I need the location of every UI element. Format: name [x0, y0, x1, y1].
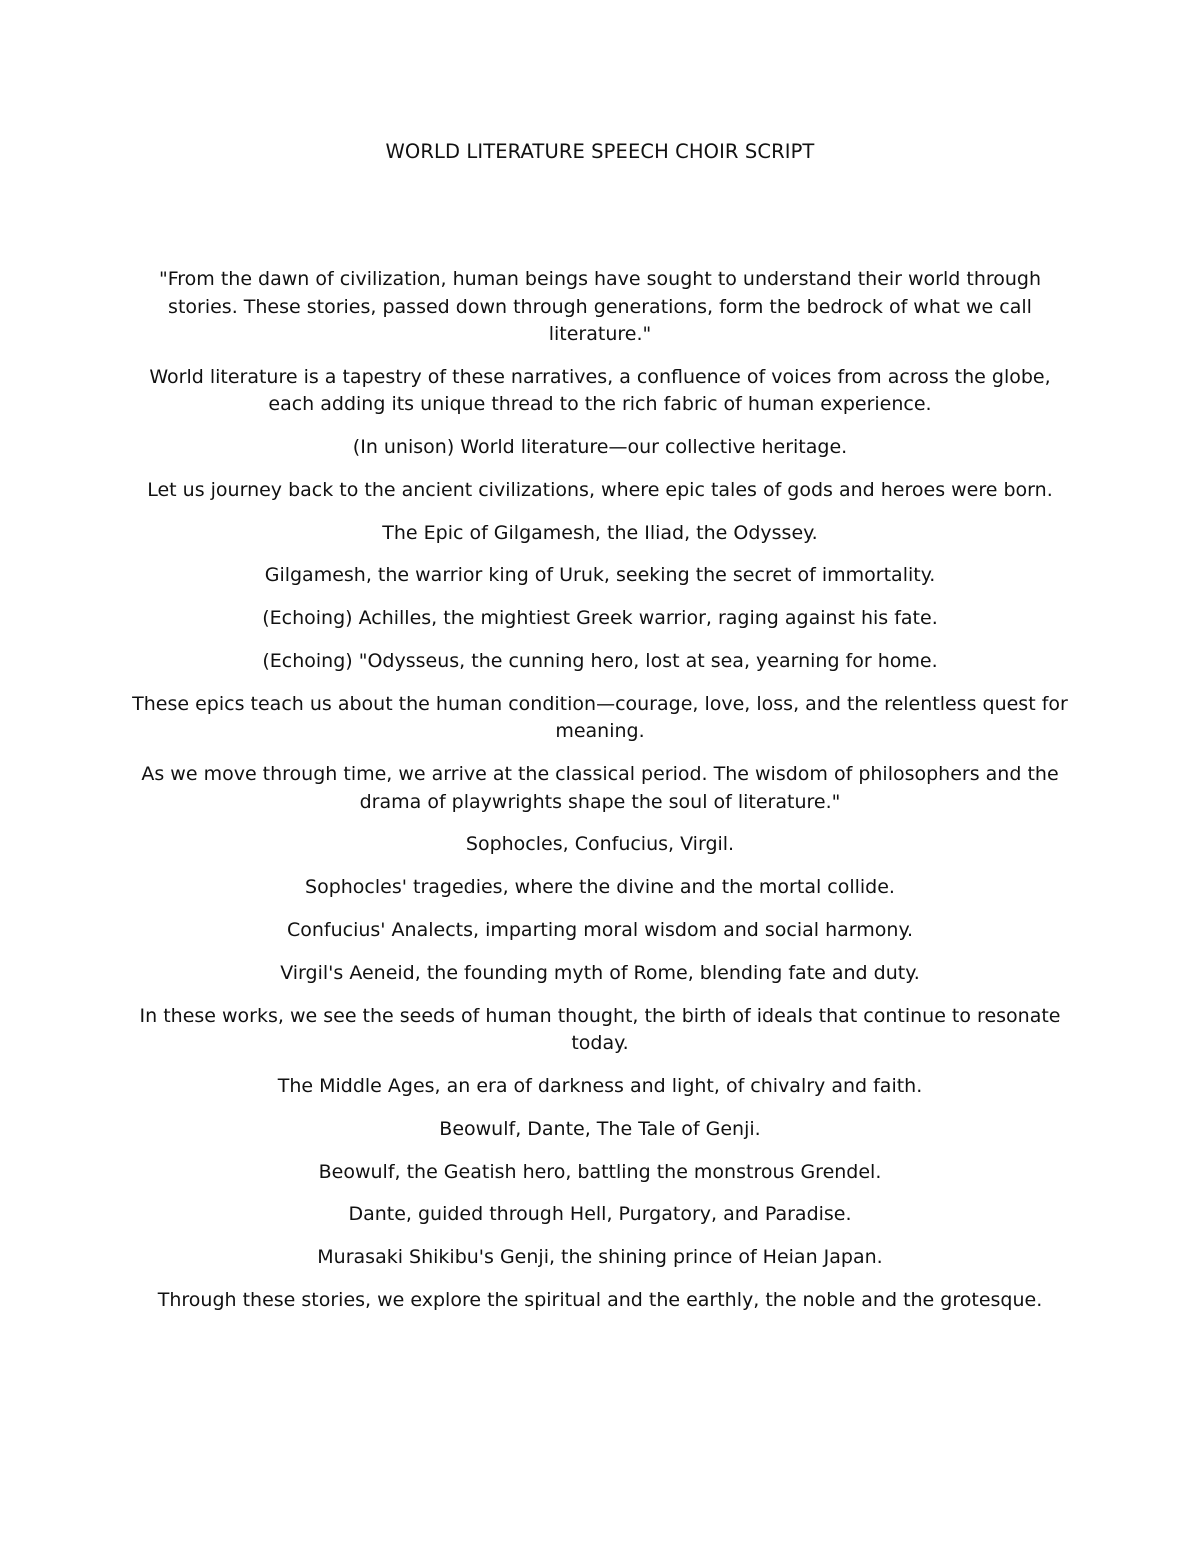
- document-title: WORLD LITERATURE SPEECH CHOIR SCRIPT: [385, 140, 815, 163]
- paragraph: Dante, guided through Hell, Purgatory, and Paradise.: [348, 1203, 852, 1226]
- script-body: [130, 266, 1070, 1330]
- paragraph: (In unison) World literature—our collective heritage.: [352, 436, 848, 459]
- paragraph: The Middle Ages, an era of darkness and light, of chivalry and faith.: [277, 1074, 923, 1097]
- paragraph: Beowulf, Dante, The Tale of Genji.: [439, 1117, 761, 1140]
- paragraph: As we move through time, we arrive at the classical period. The wisdom of philosophers and the drama of playwrights shape the soul of literature.": [141, 763, 1059, 813]
- paragraph: Let us journey back to the ancient civilizations, where epic tales of gods and heroes were born.: [147, 478, 1053, 501]
- paragraph: Beowulf, the Geatish hero, battling the monstrous Grendel.: [318, 1160, 882, 1183]
- paragraph: Murasaki Shikibu's Genji, the shining prince of Heian Japan.: [317, 1246, 883, 1269]
- paragraph: Sophocles, Confucius, Virgil.: [465, 833, 735, 856]
- paragraph: These epics teach us about the human condition—courage, love, loss, and the relentless quest for meaning.: [132, 692, 1068, 743]
- paragraph: In these works, we see the seeds of human thought, the birth of ideals that continue to resonate today.: [139, 1004, 1061, 1055]
- paragraph: Virgil's Aeneid, the founding myth of Rome, blending fate and duty.: [280, 961, 920, 984]
- paragraph: Sophocles' tragedies, where the divine and the mortal collide.: [305, 876, 895, 899]
- paragraph: Confucius' Analects, imparting moral wisdom and social harmony.: [286, 919, 914, 942]
- paragraph: "From the dawn of civilization, human beings have sought to understand their world through stories. These stories, passed down through generations, form the bedrock of what we call literature.": [158, 268, 1042, 345]
- paragraph: (Echoing) "Odysseus, the cunning hero, lost at sea, yearning for home.: [262, 650, 938, 673]
- paragraph: (Echoing) Achilles, the mightiest Greek warrior, raging against his fate.: [262, 607, 938, 630]
- paragraph: Gilgamesh, the warrior king of Uruk, seeking the secret of immortality.: [264, 564, 936, 587]
- paragraph: Through these stories, we explore the spiritual and the earthly, the noble and the grotesque.: [157, 1288, 1043, 1311]
- paragraph: The Epic of Gilgamesh, the Iliad, the Odyssey.: [382, 521, 818, 544]
- paragraph: World literature is a tapestry of these narratives, a confluence of voices from across the globe, each adding its unique thread to the rich fabric of human experience.: [149, 365, 1051, 416]
